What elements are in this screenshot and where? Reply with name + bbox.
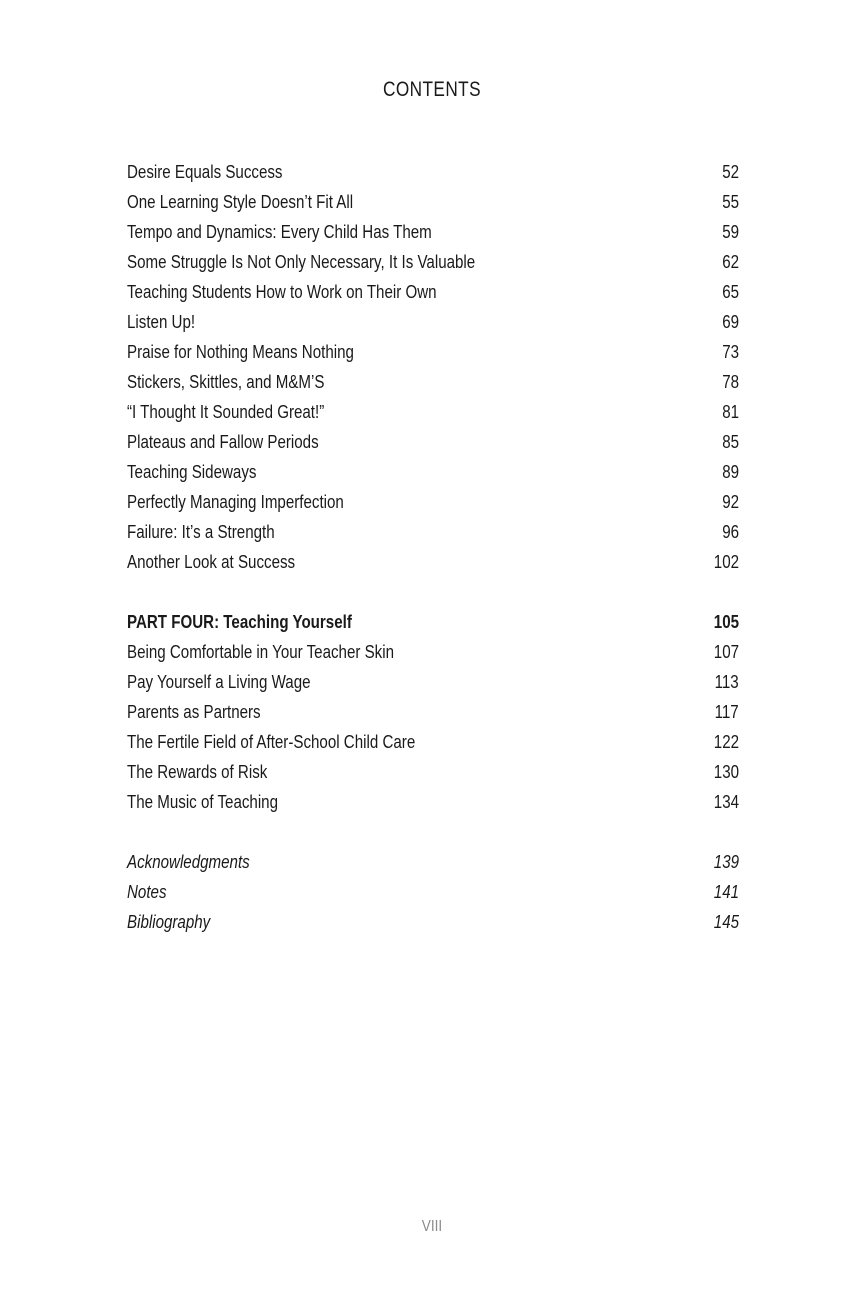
toc-entry-page: 69 bbox=[722, 312, 739, 332]
toc-entry-page: 134 bbox=[713, 792, 739, 812]
toc-entry-title: One Learning Style Doesn’t Fit All bbox=[127, 192, 354, 212]
toc-entry-page: 139 bbox=[713, 852, 739, 872]
toc-entry bbox=[127, 187, 739, 217]
toc-entry-title: Being Comfortable in Your Teacher Skin bbox=[127, 642, 395, 662]
toc-entry-page: 65 bbox=[722, 282, 739, 302]
toc-back-matter-entry bbox=[127, 907, 739, 937]
page-title: CONTENTS bbox=[383, 78, 481, 101]
toc-entry-title: Praise for Nothing Means Nothing bbox=[127, 342, 354, 362]
toc-entry-title: Acknowledgments bbox=[127, 852, 250, 872]
toc-entry-title: Teaching Students How to Work on Their Own bbox=[127, 282, 437, 302]
toc-entry-page: 107 bbox=[713, 642, 739, 662]
toc-entry-page: 145 bbox=[713, 912, 739, 932]
toc-entry-title: Stickers, Skittles, and M&M’S bbox=[127, 372, 325, 392]
toc-entry-title: The Music of Teaching bbox=[127, 792, 279, 812]
toc-entry-title: Notes bbox=[127, 882, 167, 902]
toc-entry-title: Failure: It’s a Strength bbox=[127, 522, 275, 542]
toc-part-heading-title: PART FOUR: Teaching Yourself bbox=[127, 612, 352, 632]
toc-entry-page: 73 bbox=[722, 342, 739, 362]
toc-entry-page: 52 bbox=[722, 162, 739, 182]
toc-section-part-three bbox=[127, 157, 739, 577]
toc-entry-title: Tempo and Dynamics: Every Child Has Them bbox=[127, 222, 432, 242]
toc-section-back-matter bbox=[127, 847, 739, 937]
toc-section-part-four bbox=[127, 607, 739, 817]
toc-entry bbox=[127, 547, 739, 577]
toc-entry-title: Desire Equals Success bbox=[127, 162, 283, 182]
toc-entry bbox=[127, 787, 739, 817]
toc-entry-title: Bibliography bbox=[127, 912, 211, 932]
toc-entry-page: 59 bbox=[722, 222, 739, 242]
toc-entry-title: Some Struggle Is Not Only Necessary, It Is Valuable bbox=[127, 252, 476, 272]
toc-part-heading-page: 105 bbox=[713, 612, 739, 632]
toc-entry-title: Parents as Partners bbox=[127, 702, 261, 722]
toc-entry-page: 62 bbox=[722, 252, 739, 272]
toc-entry bbox=[127, 217, 739, 247]
toc-entry bbox=[127, 457, 739, 487]
toc-entry bbox=[127, 697, 739, 727]
toc-entry bbox=[127, 427, 739, 457]
toc-entry bbox=[127, 727, 739, 757]
toc-entry bbox=[127, 487, 739, 517]
toc-entry-title: The Rewards of Risk bbox=[127, 762, 268, 782]
toc-entry bbox=[127, 517, 739, 547]
toc-part-heading bbox=[127, 607, 739, 637]
toc-entry-title: Perfectly Managing Imperfection bbox=[127, 492, 344, 512]
toc-entry-page: 130 bbox=[713, 762, 739, 782]
toc-entry-page: 113 bbox=[714, 672, 739, 692]
toc-entry-page: 96 bbox=[722, 522, 739, 542]
toc-entry-title: Plateaus and Fallow Periods bbox=[127, 432, 319, 452]
toc-entry bbox=[127, 367, 739, 397]
toc-back-matter-entry bbox=[127, 877, 739, 907]
toc-entry bbox=[127, 637, 739, 667]
toc-entry-page: 81 bbox=[722, 402, 739, 422]
toc-entry bbox=[127, 277, 739, 307]
toc-entry-page: 78 bbox=[722, 372, 739, 392]
toc-entry-page: 117 bbox=[714, 702, 739, 722]
toc-entry-page: 122 bbox=[713, 732, 739, 752]
toc-entry-title: Pay Yourself a Living Wage bbox=[127, 672, 311, 692]
toc-entry-page: 85 bbox=[722, 432, 739, 452]
toc-entry-page: 141 bbox=[713, 882, 739, 902]
toc-entry bbox=[127, 157, 739, 187]
toc-entry-title: The Fertile Field of After-School Child Care bbox=[127, 732, 416, 752]
toc-entry bbox=[127, 757, 739, 787]
toc-entry-title: “I Thought It Sounded Great!” bbox=[127, 402, 325, 422]
toc-entry-page: 55 bbox=[722, 192, 739, 212]
toc-back-matter-entry bbox=[127, 847, 739, 877]
toc-entry bbox=[127, 667, 739, 697]
toc-entry-title: Listen Up! bbox=[127, 312, 196, 332]
toc-entry bbox=[127, 397, 739, 427]
toc-entry-title: Teaching Sideways bbox=[127, 462, 257, 482]
toc-entry bbox=[127, 307, 739, 337]
toc-entry-page: 89 bbox=[722, 462, 739, 482]
page-number: VIII bbox=[421, 1218, 443, 1235]
toc-entry bbox=[127, 337, 739, 367]
toc-entry-page: 92 bbox=[722, 492, 739, 512]
toc-entry bbox=[127, 247, 739, 277]
toc-entry-page: 102 bbox=[713, 552, 739, 572]
toc-entry-title: Another Look at Success bbox=[127, 552, 296, 572]
